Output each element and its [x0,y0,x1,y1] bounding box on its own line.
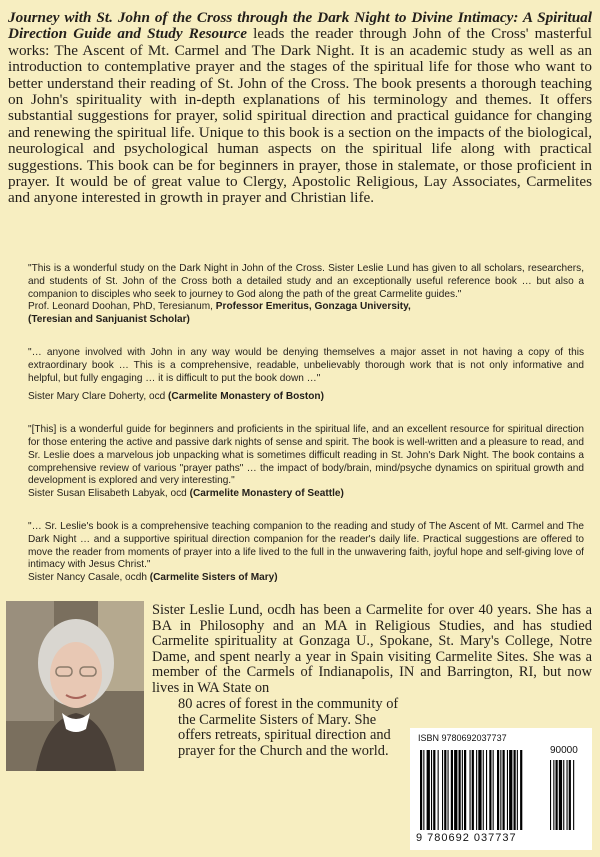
endorsement-text: "[This] is a wonderful guide for beginners and proficients in the spiritual life, and an excellent resource for spiritual direction for those entering the active and passive dark nights of sense and spirit. The book is well-written and a pleasure to read, and Sr. Leslie does a marvelous job unpacking what is sometimes difficult reading in St. John's Dark Night. The book contains a comprehensive review of various "prayer paths" … the impact of body/brain, mind/psyche dynamics on spiritual growth and development is explored and very interesting." [28,424,584,487]
price-code: 90000 [550,745,578,756]
endorsement-text: "… anyone involved with John in any way would be denying themselves a major asset in not having a copy of this extraordinary book … This is a comprehensive, readable, unbelievably thorough work that is not only informative and helpful, but fully engaging … it is difficult to put the book down …" [28,346,584,384]
endorsement [28,263,584,327]
book-description [8,10,592,207]
endorsement-author: Sister Nancy Casale, ocdh [28,572,150,584]
endorsement-affiliation: (Carmelite Monastery of Boston) [168,391,324,403]
author-bio-text: Sister Leslie Lund, ocdh has been a Carmelite for over 40 years. She has a BA in Philosophy and an MA in Religious Studies, and has studied Carmelite spirituality at Gonzaga U., Spokane, St. Mary's College, Notre Dame, and spent nearly a year in Spain visiting Carmelite Sites. She was a member of the Carmels of Indianapolis, IN and Barrington, RI, but now lives in WA State on [152,602,592,696]
endorsement-text: "This is a wonderful study on the Dark Night in John of the Cross. Sister Leslie Lund has given to all scholars, researchers, and students of St. John of the Cross both a detailed study and an exceptionally useful reference book … but also a companion to disciples who seek to journey to God along the path of the great Carmelite guides." [28,263,584,300]
endorsement-attribution [28,488,584,501]
endorsement-affiliation: Professor Emeritus, Gonzaga University, [215,301,411,313]
endorsement-author: Prof. Leonard Doohan, PhD, Teresianum, [28,301,216,313]
author-bio-continued [178,697,408,759]
barcode [410,728,592,850]
endorsement-attribution [28,301,584,314]
endorsement-attribution [28,572,584,585]
endorsement [28,521,584,585]
author-photo [6,601,144,771]
endorsement-affiliation: (Carmelite Sisters of Mary) [149,572,278,584]
author-bio-text-continued: 80 acres of forest in the community of the Carmelite Sisters of Mary. She offers retreats, spiritual direction and prayer for the Church and the world. [178,696,399,759]
isbn-label: ISBN 9780692037737 [418,733,507,743]
endorsements [28,263,584,599]
endorsement-affiliation: (Carmelite Monastery of Seattle) [189,488,344,500]
author-portrait-image [6,601,144,771]
endorsement-affiliation-line: (Teresian and Sanjuanist Scholar) [28,314,190,326]
book-description-text: leads the reader through John of the Cross' masterful works: The Ascent of Mt. Carmel and The Dark Night. It is an academic study as well as an introduction to contemplative prayer and the stages of the spiritual life for those who want to better understand their reading of St. John of the Cross. The book presents a thorough teaching on John's spirituality with in-depth explanations of his terminology and themes. It offers substantial suggestions for prayer, solid spiritual direction and practical guidance for changing and renewing the spiritual life. Unique to this book is a section on the impacts of the biological, neurological and psychological human aspects on the spiritual life along with practical suggestions. This book can be for beginners in prayer, those in stalemate, or those proficient in prayer. It would be of great value to Clergy, Apostolic Religious, Lay Associates, Carmelites and anyone interested in growth in prayer and Christian life. [8,25,592,207]
endorsement [28,424,584,501]
endorsement [28,347,584,404]
endorsement-attribution [28,391,584,404]
barcode-digits: 9 780692 037737 [416,832,517,844]
book-title: Journey with St. John of the Cross through the Dark Night to Divine Intimacy: A Spiritual Direction Guide and Study Resource [8,9,592,43]
endorsement-author: Sister Susan Elisabeth Labyak, ocd [28,488,190,500]
endorsement-author: Sister Mary Clare Doherty, ocd [28,391,169,403]
author-bio [152,603,592,697]
endorsement-text: "… Sr. Leslie's book is a comprehensive teaching companion to the reading and study of The Ascent of Mt. Carmel and The Dark Night … and a supportive spiritual direction companion for the reader's daily life. Practical suggestions are offered to move the reader from moments of prayer into a life lived to the full in the unwavering faith, joyful hope and self-giving love of intimacy with Jesus Christ." [28,520,584,571]
